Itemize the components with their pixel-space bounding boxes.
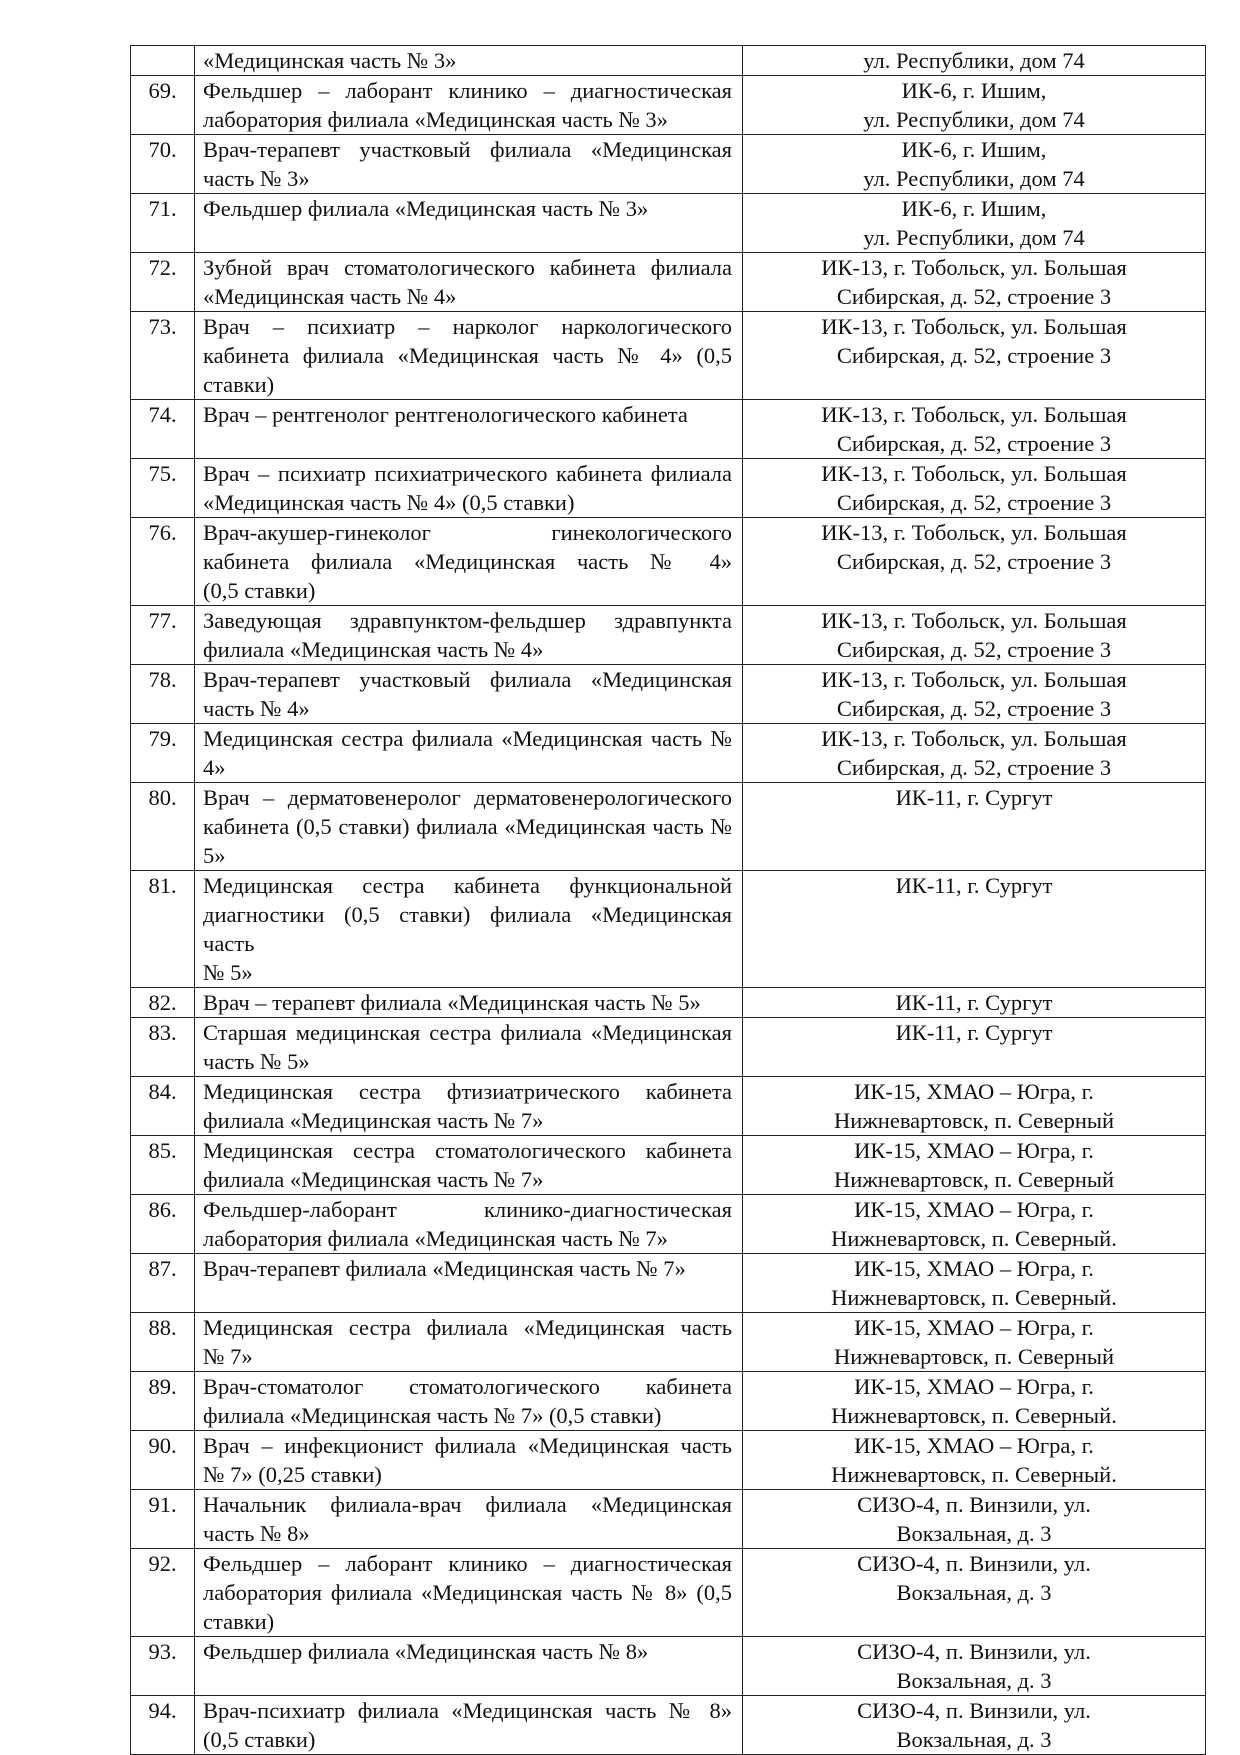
row-number (131, 46, 195, 76)
row-number: 75. (131, 459, 195, 518)
position-line: часть № 8» (203, 1521, 310, 1546)
location-line: ИК-15, ХМАО – Югра, г. (854, 1256, 1094, 1281)
position-line: кабинета филиала «Медицинская часть № 4» (0,5 (203, 343, 732, 368)
position-cell (195, 194, 743, 253)
position-cell (195, 871, 743, 988)
table-row (131, 1254, 1206, 1313)
row-number: 87. (131, 1254, 195, 1313)
location-line: ИК-6, г. Ишим, (901, 137, 1047, 162)
location-line: Сибирская, д. 52, строение 3 (836, 490, 1112, 515)
position-cell (195, 1696, 743, 1755)
location-line: ИК-13, г. Тобольск, ул. Большая (821, 255, 1127, 280)
location-cell (743, 1490, 1206, 1549)
location-cell (743, 46, 1206, 76)
location-cell (743, 1254, 1206, 1313)
table-row (131, 518, 1206, 606)
location-line: СИЗО-4, п. Винзили, ул. (857, 1639, 1091, 1664)
position-line: филиала «Медицинская часть № 4» (203, 637, 544, 662)
table-row (131, 312, 1206, 400)
location-cell (743, 724, 1206, 783)
location-line: ИК-11, г. Сургут (895, 785, 1053, 810)
table-row (131, 1696, 1206, 1755)
table-row (131, 1313, 1206, 1372)
row-number: 76. (131, 518, 195, 606)
table-row (131, 1077, 1206, 1136)
position-line: филиала «Медицинская часть № 7» (203, 1108, 544, 1133)
position-cell (195, 76, 743, 135)
location-cell (743, 1549, 1206, 1637)
position-line: часть № 4» (203, 696, 310, 721)
position-line: часть № 3» (203, 166, 310, 191)
location-cell (743, 76, 1206, 135)
position-cell (195, 665, 743, 724)
location-cell (743, 253, 1206, 312)
position-line: Врач – терапевт филиала «Медицинская часть № 5» (203, 990, 701, 1015)
table-row (131, 988, 1206, 1018)
table-row (131, 1549, 1206, 1637)
location-cell (743, 400, 1206, 459)
location-line: Сибирская, д. 52, строение 3 (836, 431, 1112, 456)
location-line: ИК-13, г. Тобольск, ул. Большая (821, 726, 1127, 751)
row-number: 71. (131, 194, 195, 253)
row-number: 88. (131, 1313, 195, 1372)
row-number: 80. (131, 783, 195, 871)
position-line: (0,5 ставки) (203, 1727, 316, 1752)
position-line: Врач – рентгенолог рентгенологического кабинета (203, 402, 688, 427)
position-line: Фельдшер – лаборант клинико – диагностическая (203, 78, 732, 103)
position-line: Фельдшер филиала «Медицинская часть № 8» (203, 1639, 649, 1664)
position-cell (195, 518, 743, 606)
position-line: Врач-стоматолог стоматологического кабинета (203, 1374, 732, 1399)
location-line: ИК-15, ХМАО – Югра, г. (854, 1433, 1094, 1458)
table-row (131, 459, 1206, 518)
position-line: лаборатория филиала «Медицинская часть № 8» (0,5 (203, 1580, 732, 1605)
location-line: ул. Республики, дом 74 (863, 225, 1085, 250)
location-line: Сибирская, д. 52, строение 3 (836, 549, 1112, 574)
row-number: 85. (131, 1136, 195, 1195)
table-row (131, 871, 1206, 988)
location-line: ИК-6, г. Ишим, (901, 196, 1047, 221)
location-line: Нижневартовск, п. Северный. (831, 1226, 1117, 1251)
location-line: Вокзальная, д. 3 (896, 1580, 1052, 1605)
table-row (131, 1372, 1206, 1431)
location-cell (743, 1313, 1206, 1372)
location-cell (743, 1018, 1206, 1077)
location-line: Нижневартовск, п. Северный (833, 1108, 1115, 1133)
row-number: 74. (131, 400, 195, 459)
position-line: № 5» (203, 960, 253, 985)
position-cell (195, 46, 743, 76)
position-line: Врач – психиатр психиатрического кабинета филиала (203, 461, 732, 486)
location-line: ИК-15, ХМАО – Югра, г. (854, 1315, 1094, 1340)
location-line: ИК-13, г. Тобольск, ул. Большая (821, 608, 1127, 633)
position-cell (195, 606, 743, 665)
position-cell (195, 135, 743, 194)
position-line: Врач-акушер-гинеколог гинекологического (203, 520, 732, 545)
position-line: Фельдшер – лаборант клинико – диагностическая (203, 1551, 732, 1576)
table-body (131, 46, 1206, 1755)
row-number: 93. (131, 1637, 195, 1696)
position-cell (195, 1018, 743, 1077)
position-line: Врач-терапевт участковый филиала «Медицинская (203, 137, 732, 162)
location-cell (743, 518, 1206, 606)
position-line: Медицинская сестра стоматологического кабинета (203, 1138, 732, 1163)
location-cell (743, 871, 1206, 988)
position-cell (195, 1637, 743, 1696)
table-row (131, 1490, 1206, 1549)
position-cell (195, 988, 743, 1018)
location-cell (743, 1696, 1206, 1755)
position-line: 4» (203, 755, 226, 780)
position-line: ставки) (203, 372, 275, 397)
row-number: 90. (131, 1431, 195, 1490)
location-line: СИЗО-4, п. Винзили, ул. (857, 1698, 1091, 1723)
location-line: ИК-11, г. Сургут (895, 990, 1053, 1015)
location-cell (743, 1431, 1206, 1490)
position-line: «Медицинская часть № 4» (0,5 ставки) (203, 490, 575, 515)
location-line: ИК-15, ХМАО – Югра, г. (854, 1197, 1094, 1222)
table-row (131, 135, 1206, 194)
table-row (131, 665, 1206, 724)
location-line: ИК-13, г. Тобольск, ул. Большая (821, 520, 1127, 545)
position-line: Врач-терапевт участковый филиала «Медицинская (203, 667, 732, 692)
location-cell (743, 194, 1206, 253)
location-line: ул. Республики, дом 74 (863, 107, 1085, 132)
position-line: (0,5 ставки) (203, 578, 316, 603)
position-line: Врач – дерматовенеролог дерматовенерологического (203, 785, 732, 810)
location-line: Сибирская, д. 52, строение 3 (836, 343, 1112, 368)
position-line: лаборатория филиала «Медицинская часть № 7» (203, 1226, 668, 1251)
position-cell (195, 400, 743, 459)
row-number: 73. (131, 312, 195, 400)
position-line: Врач-психиатр филиала «Медицинская часть № 8» (203, 1698, 732, 1723)
location-line: ИК-11, г. Сургут (895, 873, 1053, 898)
location-line: ИК-11, г. Сургут (895, 1020, 1053, 1045)
position-cell (195, 1195, 743, 1254)
location-line: ИК-6, г. Ишим, (901, 78, 1047, 103)
position-line: Медицинская сестра филиала «Медицинская часть (203, 1315, 732, 1340)
location-line: Нижневартовск, п. Северный. (831, 1462, 1117, 1487)
row-number: 91. (131, 1490, 195, 1549)
location-line: Нижневартовск, п. Северный (833, 1167, 1115, 1192)
position-cell (195, 1490, 743, 1549)
position-line: кабинета (0,5 ставки) филиала «Медицинская часть № (203, 814, 732, 839)
position-cell (195, 1431, 743, 1490)
row-number: 94. (131, 1696, 195, 1755)
row-number: 83. (131, 1018, 195, 1077)
position-cell (195, 459, 743, 518)
positions-table (130, 45, 1206, 1755)
row-number: 72. (131, 253, 195, 312)
row-number: 69. (131, 76, 195, 135)
table-row (131, 400, 1206, 459)
row-number: 77. (131, 606, 195, 665)
position-cell (195, 1136, 743, 1195)
table-row (131, 194, 1206, 253)
location-line: ИК-13, г. Тобольск, ул. Большая (821, 314, 1127, 339)
position-cell (195, 1254, 743, 1313)
position-line: Медицинская сестра фтизиатрического кабинета (203, 1079, 732, 1104)
position-cell (195, 253, 743, 312)
position-cell (195, 1372, 743, 1431)
row-number: 86. (131, 1195, 195, 1254)
location-line: СИЗО-4, п. Винзили, ул. (857, 1551, 1091, 1576)
location-cell (743, 1372, 1206, 1431)
location-line: ИК-13, г. Тобольск, ул. Большая (821, 402, 1127, 427)
position-line: Врач-терапевт филиала «Медицинская часть № 7» (203, 1256, 686, 1281)
location-line: ИК-15, ХМАО – Югра, г. (854, 1079, 1094, 1104)
table-row (131, 606, 1206, 665)
row-number: 79. (131, 724, 195, 783)
position-line: Начальник филиала-врач филиала «Медицинская (203, 1492, 732, 1517)
location-line: ул. Республики, дом 74 (863, 48, 1085, 73)
position-line: Фельдшер филиала «Медицинская часть № 3» (203, 196, 649, 221)
position-line: часть № 5» (203, 1049, 310, 1074)
position-cell (195, 1549, 743, 1637)
table-row (131, 253, 1206, 312)
position-line: Врач – инфекционист филиала «Медицинская часть (203, 1433, 732, 1458)
location-cell (743, 665, 1206, 724)
location-cell (743, 135, 1206, 194)
location-line: ул. Республики, дом 74 (863, 166, 1085, 191)
position-line: кабинета филиала «Медицинская часть № 4» (203, 549, 732, 574)
location-cell (743, 783, 1206, 871)
location-cell (743, 1077, 1206, 1136)
location-line: ИК-15, ХМАО – Югра, г. (854, 1374, 1094, 1399)
location-line: Нижневартовск, п. Северный (833, 1344, 1115, 1369)
location-cell (743, 459, 1206, 518)
position-line: Заведующая здравпунктом-фельдшер здравпункта (203, 608, 732, 633)
location-line: Сибирская, д. 52, строение 3 (836, 755, 1112, 780)
location-line: Сибирская, д. 52, строение 3 (836, 696, 1112, 721)
location-line: ИК-13, г. Тобольск, ул. Большая (821, 461, 1127, 486)
location-cell (743, 988, 1206, 1018)
position-line: «Медицинская часть № 4» (203, 284, 457, 309)
position-line: филиала «Медицинская часть № 7» (203, 1167, 544, 1192)
row-number: 92. (131, 1549, 195, 1637)
location-cell (743, 1637, 1206, 1696)
location-cell (743, 1136, 1206, 1195)
location-line: Вокзальная, д. 3 (896, 1727, 1052, 1752)
location-line: Вокзальная, д. 3 (896, 1668, 1052, 1693)
position-cell (195, 1313, 743, 1372)
position-line: филиала «Медицинская часть № 7» (0,5 ставки) (203, 1403, 662, 1428)
table-row (131, 1136, 1206, 1195)
position-line: 5» (203, 843, 226, 868)
position-line: диагностики (0,5 ставки) филиала «Медицинская часть (203, 902, 732, 956)
row-number: 89. (131, 1372, 195, 1431)
location-line: ИК-15, ХМАО – Югра, г. (854, 1138, 1094, 1163)
table-row (131, 46, 1206, 76)
row-number: 81. (131, 871, 195, 988)
row-number: 78. (131, 665, 195, 724)
position-line: «Медицинская часть № 3» (203, 48, 457, 73)
position-line: Медицинская сестра кабинета функциональной (203, 873, 732, 898)
position-line: Медицинская сестра филиала «Медицинская часть № (203, 726, 732, 751)
table-row (131, 1018, 1206, 1077)
position-cell (195, 1077, 743, 1136)
table-row (131, 724, 1206, 783)
location-cell (743, 1195, 1206, 1254)
position-line: лаборатория филиала «Медицинская часть № 3» (203, 107, 668, 132)
table-row (131, 1195, 1206, 1254)
location-cell (743, 312, 1206, 400)
location-line: Нижневартовск, п. Северный. (831, 1285, 1117, 1310)
location-line: Сибирская, д. 52, строение 3 (836, 284, 1112, 309)
row-number: 70. (131, 135, 195, 194)
location-line: ИК-13, г. Тобольск, ул. Большая (821, 667, 1127, 692)
row-number: 84. (131, 1077, 195, 1136)
position-cell (195, 312, 743, 400)
location-line: Вокзальная, д. 3 (896, 1521, 1052, 1546)
position-line: ставки) (203, 1609, 275, 1634)
table-row (131, 1431, 1206, 1490)
location-cell (743, 606, 1206, 665)
position-line: Врач – психиатр – нарколог наркологического (203, 314, 732, 339)
position-line: Фельдшер-лаборант клинико-диагностическая (203, 1197, 732, 1222)
position-cell (195, 783, 743, 871)
position-line: № 7» (0,25 ставки) (203, 1462, 382, 1487)
position-cell (195, 724, 743, 783)
row-number: 82. (131, 988, 195, 1018)
location-line: СИЗО-4, п. Винзили, ул. (857, 1492, 1091, 1517)
location-line: Нижневартовск, п. Северный. (831, 1403, 1117, 1428)
position-line: Старшая медицинская сестра филиала «Медицинская (203, 1020, 732, 1045)
table-row (131, 76, 1206, 135)
position-line: № 7» (203, 1344, 253, 1369)
position-line: Зубной врач стоматологического кабинета филиала (203, 255, 732, 280)
table-row (131, 783, 1206, 871)
table-row (131, 1637, 1206, 1696)
location-line: Сибирская, д. 52, строение 3 (836, 637, 1112, 662)
